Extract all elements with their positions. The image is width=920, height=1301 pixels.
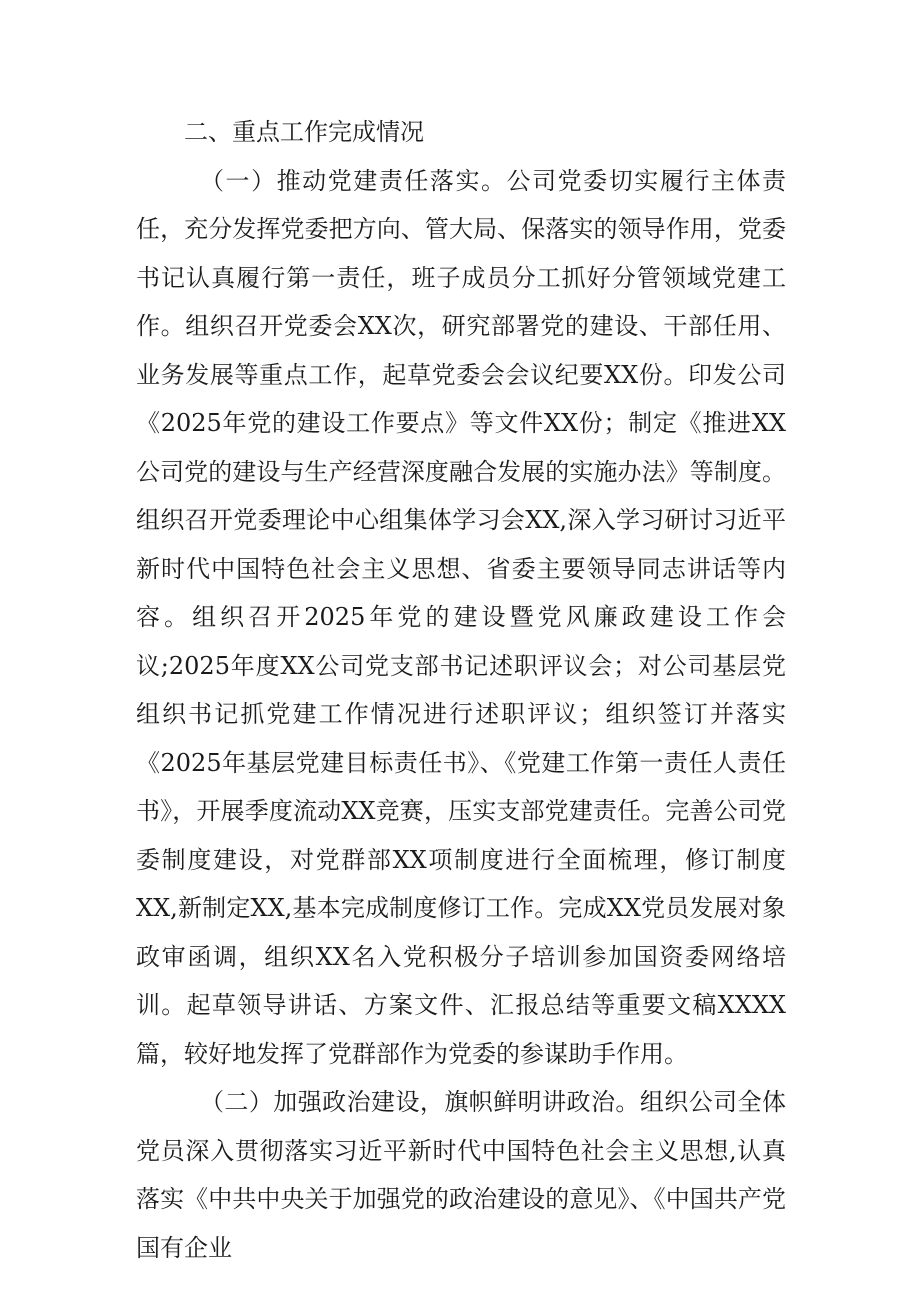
document-body [136, 108, 786, 1272]
paragraph-political-building: （二）加强政治建设，旗帜鲜明讲政治。组织公司全体党员深入贯彻落实习近平新时代中国特色社会主义思想,认真落实《中共中央关于加强党的政治建设的意见》、《中国共产党国有企业 [136, 1088, 786, 1262]
section-heading: 二、重点工作完成情况 [184, 118, 424, 146]
paragraph-party-responsibility: （一）推动党建责任落实。公司党委切实履行主体责任，充分发挥党委把方向、管大局、保落实的领导作用，党委书记认真履行第一责任，班子成员分工抓好分管领域党建工作。组织召开党委会XX次，研究部署党的建设、干部任用、业务发展等重点工作，起草党委会会议纪要XX份。印发公司《2025年党的建设工作要点》等文件XX份；制定《推进XX公司党的建设与生产经营深度融合发展的实施办法》等制度。组织召开党委理论中心组集体学习会XX,深入学习研讨习近平新时代中国特色社会主义思想、省委主要领导同志讲话等内容。组织召开2025年党的建设暨党风廉政建设工作会议;2025年度XX公司党支部书记述职评议会；对公司基层党组织书记抓党建工作情况进行述职评议；组织签订并落实《2025年基层党建目标责任书》、《党建工作第一责任人责任书》，开展季度流动XX竞赛，压实支部党建责任。完善公司党委制度建设，对党群部XX项制度进行全面梳理，修订制度XX,新制定XX,基本完成制度修订工作。完成XX党员发展对象政审函调，组织XX名入党积极分子培训参加国资委网络培训。起草领导讲话、方案文件、汇报总结等重要文稿XXXX篇，较好地发挥了党群部作为党委的参谋助手作用。 [136, 166, 786, 1068]
